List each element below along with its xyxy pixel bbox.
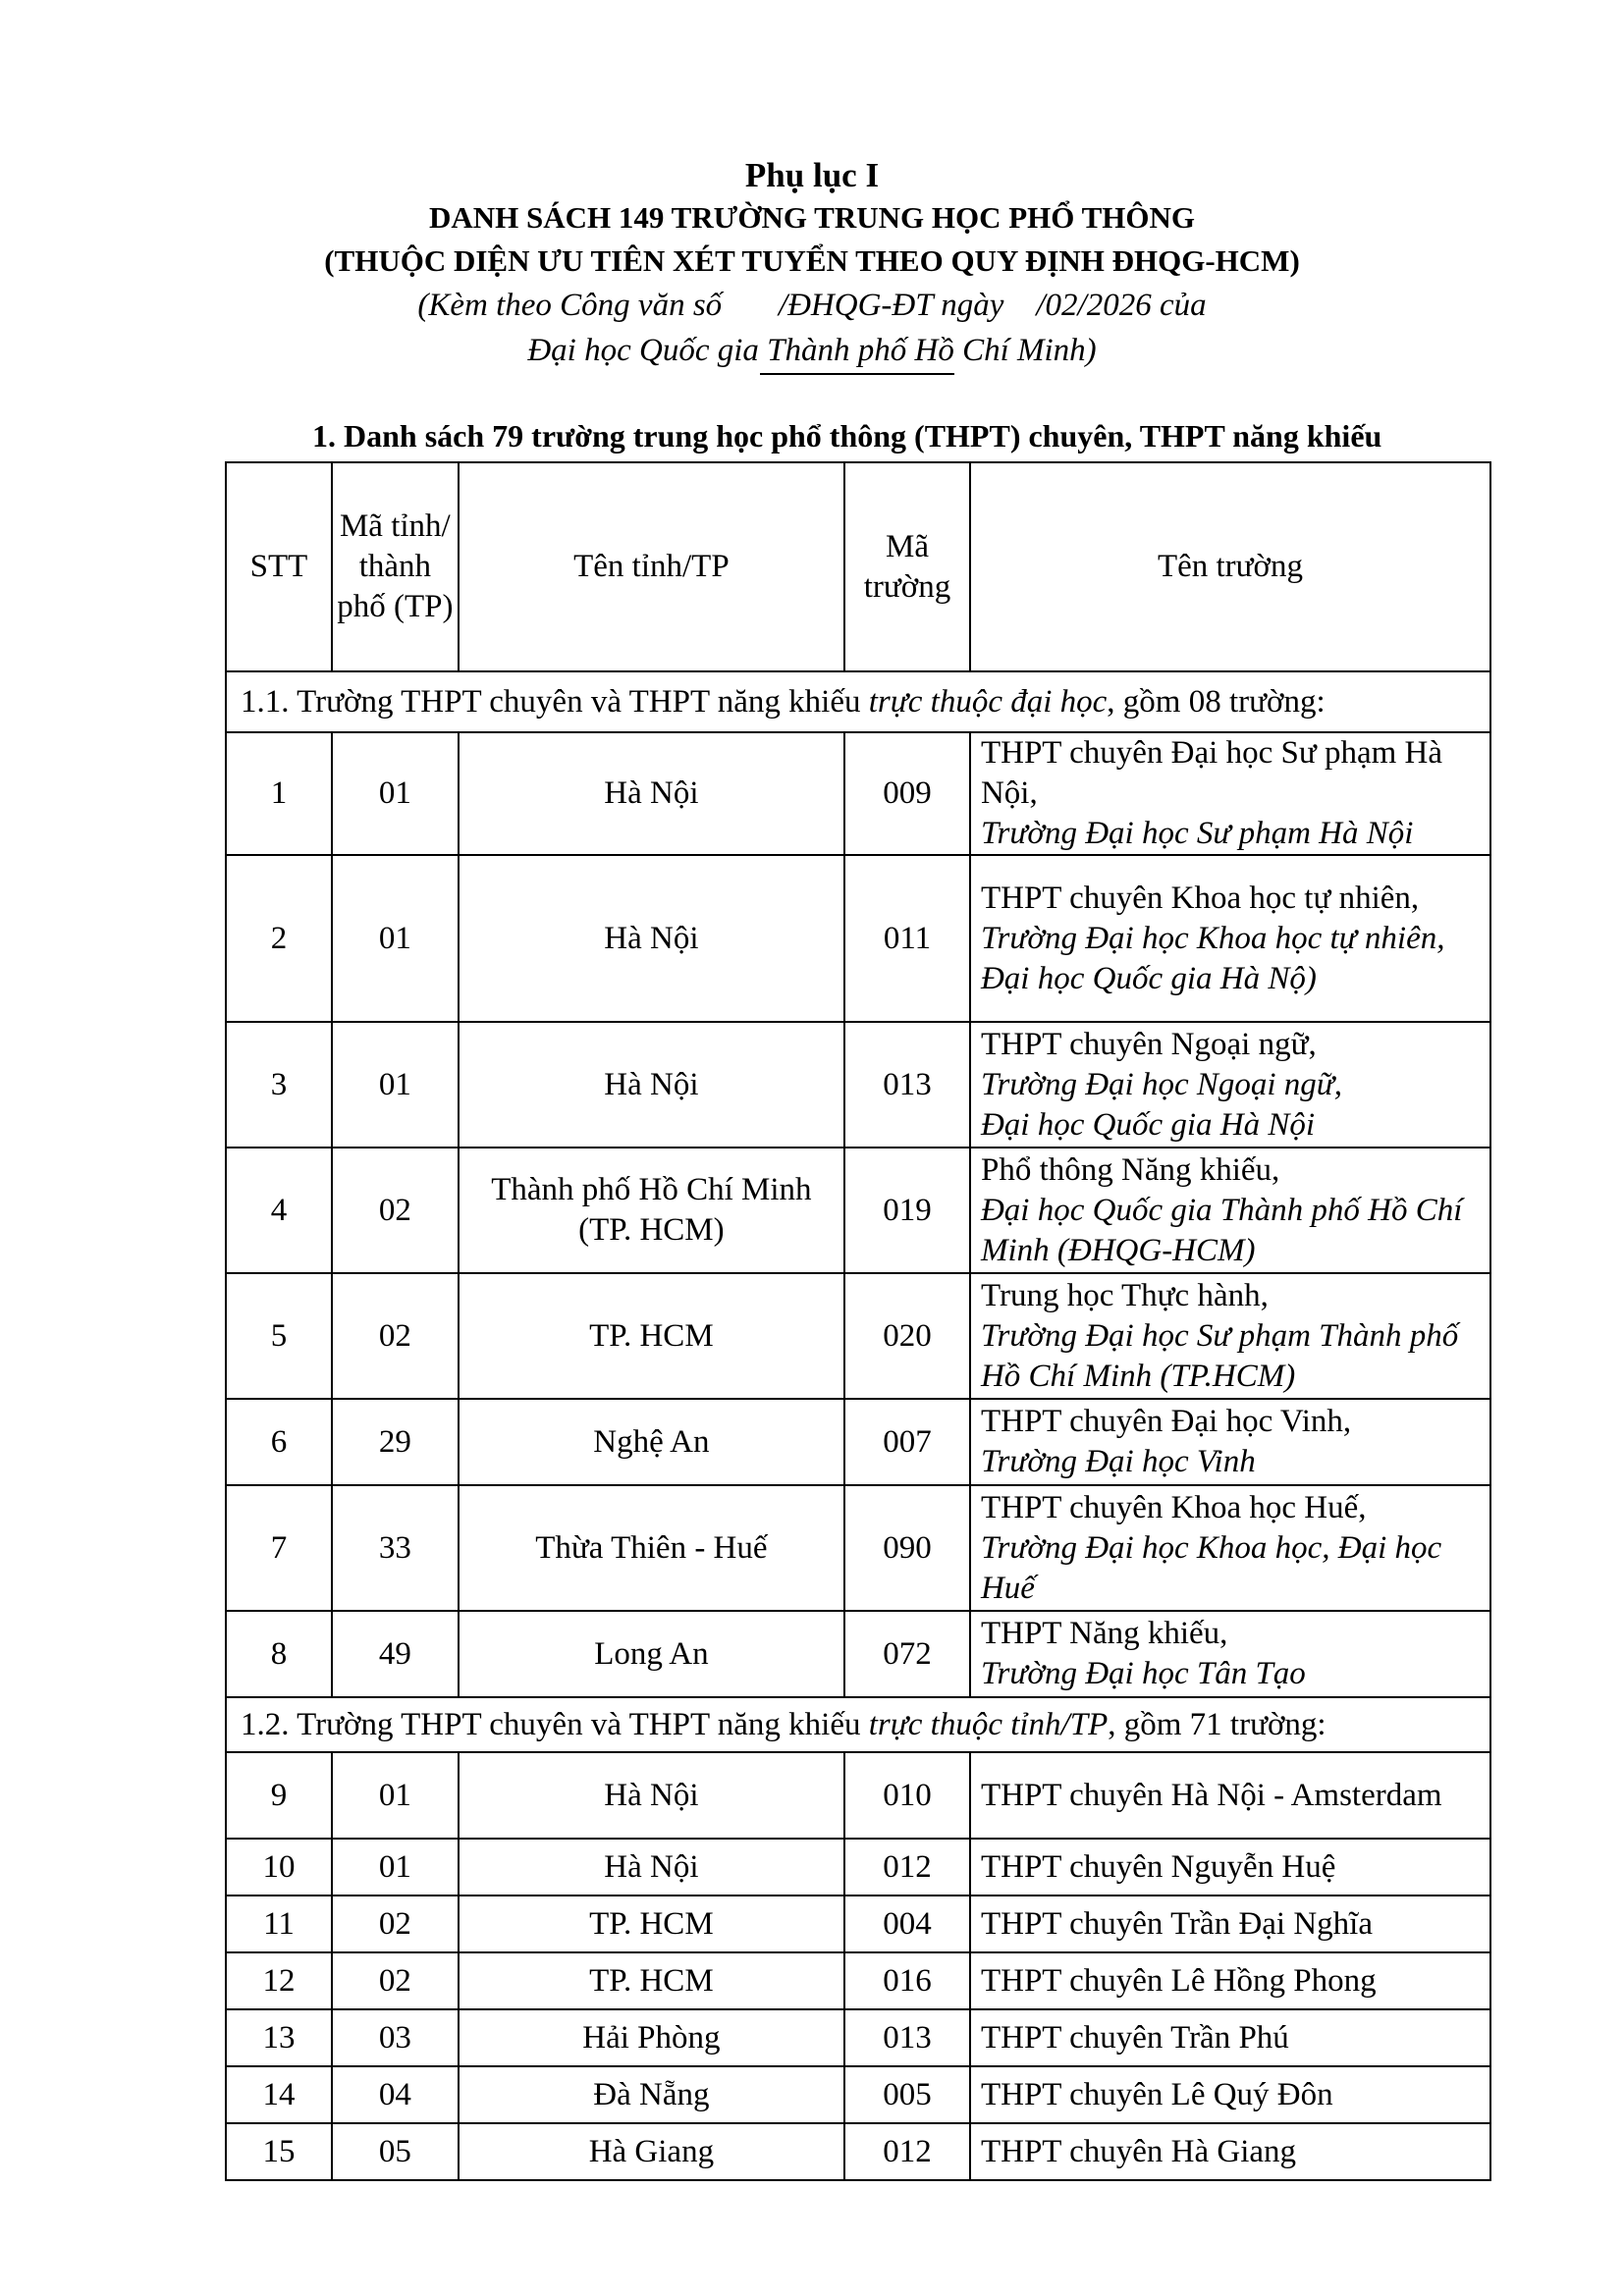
cell-stt: 1 (226, 732, 332, 855)
cell-stt: 15 (226, 2123, 332, 2180)
cell-school-name (970, 1896, 1490, 1952)
cell-province-code: 33 (332, 1485, 459, 1611)
cell-province-code: 03 (332, 2009, 459, 2066)
cell-province-name: Hà Nội (459, 1839, 844, 1896)
cell-province-name: TP. HCM (459, 1273, 844, 1399)
cell-school-code: 011 (844, 855, 970, 1022)
school-name: THPT chuyên Hà Nội - Amsterdam (980, 1777, 1442, 1813)
table-row (226, 855, 1490, 1022)
cell-school-code: 019 (844, 1148, 970, 1273)
document-header (0, 155, 1624, 375)
cell-school-code: 005 (844, 2066, 970, 2123)
table-row (226, 1952, 1490, 2009)
cell-stt: 12 (226, 1952, 332, 2009)
cell-school-code: 004 (844, 1896, 970, 1952)
cell-school-code: 010 (844, 1752, 970, 1839)
school-affiliation: Trường Đại học Sư phạm Thành phố Hồ Chí Minh (TP.HCM) (980, 1317, 1459, 1394)
cell-school-code: 012 (844, 2123, 970, 2180)
cell-school-code: 013 (844, 1022, 970, 1148)
cell-school-code: 012 (844, 1839, 970, 1896)
cell-stt: 14 (226, 2066, 332, 2123)
cell-province-code: 29 (332, 1399, 459, 1485)
table-row (226, 1399, 1490, 1485)
cell-stt: 8 (226, 1611, 332, 1697)
list-subtitle: (THUỘC DIỆN ƯU TIÊN XÉT TUYỂN THEO QUY ĐỊNH ĐHQG-HCM) (324, 243, 1300, 278)
cell-stt: 11 (226, 1896, 332, 1952)
cell-province-code: 01 (332, 1839, 459, 1896)
cell-school-name (970, 1485, 1490, 1611)
cell-province-name: Long An (459, 1611, 844, 1697)
cell-stt: 9 (226, 1752, 332, 1839)
cell-school-name (970, 1752, 1490, 1839)
table-row (226, 1485, 1490, 1611)
cell-school-code: 072 (844, 1611, 970, 1697)
school-affiliation: Trường Đại học Vinh (980, 1444, 1256, 1479)
group-heading-count: , gồm 08 trường: (1107, 683, 1326, 720)
school-affiliation-university: Đại học Quốc gia Hà Nội (980, 1106, 1316, 1143)
table-row (226, 2123, 1490, 2180)
school-name: THPT Năng khiếu, (980, 1616, 1228, 1651)
section-title: 1. Danh sách 79 trường trung học phổ thông (THPT) chuyên, THPT năng khiếu (312, 418, 1382, 454)
cell-province-name: Nghệ An (459, 1399, 844, 1485)
reference-line: (Kèm theo Công văn số /ĐHQG-ĐT ngày /02/2026 của (417, 288, 1207, 323)
table-row (226, 1752, 1490, 1839)
header-divider (760, 373, 954, 375)
cell-province-name: Hà Nội (459, 855, 844, 1022)
cell-province-name: TP. HCM (459, 1896, 844, 1952)
cell-province-name: TP. HCM (459, 1952, 844, 2009)
cell-school-code: 016 (844, 1952, 970, 2009)
cell-province-name: Đà Nẵng (459, 2066, 844, 2123)
cell-province-name: Thừa Thiên - Huế (459, 1485, 844, 1611)
cell-province-code: 49 (332, 1611, 459, 1697)
table-row (226, 1611, 1490, 1697)
cell-province-code: 01 (332, 1752, 459, 1839)
col-header-school-code: Mã trường (844, 462, 970, 671)
school-affiliation: Đại học Quốc gia Thành phố Hồ Chí Minh (ĐHQG-HCM) (980, 1192, 1463, 1268)
school-affiliation: Trường Đại học Tân Tạo (980, 1656, 1306, 1691)
school-name: THPT chuyên Khoa học Huế, (980, 1489, 1367, 1525)
appendix-title: Phụ lục I (744, 156, 880, 194)
cell-province-code: 02 (332, 1273, 459, 1399)
issuer-line: Đại học Quốc gia Thành phố Hồ Chí Minh) (527, 333, 1097, 368)
group-heading (226, 671, 1490, 732)
school-name: THPT chuyên Ngoại ngữ, (980, 1026, 1317, 1062)
cell-school-code: 020 (844, 1273, 970, 1399)
table-header-row (226, 462, 1490, 671)
table-row (226, 1839, 1490, 1896)
table-row (226, 732, 1490, 855)
group-heading-row (226, 671, 1490, 732)
school-name: Trung học Thực hành, (980, 1277, 1269, 1313)
school-name: THPT chuyên Hà Giang (980, 2133, 1297, 2169)
cell-province-code: 02 (332, 1148, 459, 1273)
cell-province-code: 02 (332, 1896, 459, 1952)
school-affiliation: Trường Đại học Khoa học, Đại học Huế (980, 1529, 1442, 1606)
cell-province-name: Hà Giang (459, 2123, 844, 2180)
table-row (226, 1896, 1490, 1952)
group-heading (226, 1697, 1490, 1752)
cell-school-name (970, 855, 1490, 1022)
school-affiliation: Trường Đại học Sư phạm Hà Nội (980, 816, 1414, 851)
cell-province-name: Hà Nội (459, 1022, 844, 1148)
cell-province-name: Hà Nội (459, 732, 844, 855)
cell-school-name (970, 1611, 1490, 1697)
table-row (226, 2066, 1490, 2123)
school-name: THPT chuyên Đại học Sư phạm Hà Nội, (980, 735, 1442, 811)
table-row (226, 2009, 1490, 2066)
table-row (226, 1273, 1490, 1399)
cell-stt: 13 (226, 2009, 332, 2066)
cell-school-name (970, 2009, 1490, 2066)
school-affiliation: Trường Đại học Khoa học tự nhiên, (980, 920, 1445, 956)
table-row (226, 1022, 1490, 1148)
cell-province-code: 02 (332, 1952, 459, 2009)
school-name: THPT chuyên Đại học Vinh, (980, 1404, 1352, 1439)
school-name: THPT chuyên Trần Đại Nghĩa (980, 1905, 1373, 1942)
col-header-province-code: Mã tỉnh/ thành phố (TP) (332, 462, 459, 671)
cell-province-code: 04 (332, 2066, 459, 2123)
school-name: THPT chuyên Lê Hồng Phong (980, 1962, 1377, 1999)
cell-school-name (970, 1022, 1490, 1148)
group-heading-row (226, 1697, 1490, 1752)
cell-school-code: 090 (844, 1485, 970, 1611)
cell-province-name: Hải Phòng (459, 2009, 844, 2066)
cell-school-name (970, 1839, 1490, 1896)
school-name: THPT chuyên Khoa học tự nhiên, (980, 880, 1420, 916)
col-header-stt: STT (226, 462, 332, 671)
cell-province-code: 01 (332, 855, 459, 1022)
cell-school-name (970, 1399, 1490, 1485)
col-header-school-name: Tên trường (970, 462, 1490, 671)
cell-school-name (970, 1148, 1490, 1273)
school-name: THPT chuyên Nguyễn Huệ (980, 1848, 1336, 1885)
cell-school-name (970, 732, 1490, 855)
cell-school-name (970, 1952, 1490, 2009)
group-heading-prefix: 1.1. Trường THPT chuyên và THPT năng khiếu (241, 683, 869, 720)
school-affiliation: Trường Đại học Ngoại ngữ, (980, 1066, 1343, 1102)
school-name: Phổ thông Năng khiếu, (980, 1151, 1280, 1188)
school-name: THPT chuyên Trần Phú (980, 2019, 1289, 2056)
group-heading-prefix: 1.2. Trường THPT chuyên và THPT năng khiếu (241, 1706, 869, 1742)
cell-province-code: 01 (332, 732, 459, 855)
group-heading-affiliation: trực thuộc đại học (868, 683, 1108, 720)
cell-school-code: 009 (844, 732, 970, 855)
list-title: DANH SÁCH 149 TRƯỜNG TRUNG HỌC PHỔ THÔNG (429, 200, 1195, 235)
schools-table (225, 461, 1491, 2181)
cell-stt: 2 (226, 855, 332, 1022)
cell-province-code: 05 (332, 2123, 459, 2180)
cell-province-code: 01 (332, 1022, 459, 1148)
cell-province-name: Hà Nội (459, 1752, 844, 1839)
cell-stt: 4 (226, 1148, 332, 1273)
group-heading-affiliation: trực thuộc tỉnh/TP (868, 1706, 1109, 1742)
cell-stt: 10 (226, 1839, 332, 1896)
cell-stt: 7 (226, 1485, 332, 1611)
cell-school-name (970, 2123, 1490, 2180)
cell-school-code: 013 (844, 2009, 970, 2066)
cell-stt: 3 (226, 1022, 332, 1148)
table-body (226, 671, 1490, 2180)
school-affiliation-university: Đại học Quốc gia Hà Nộ) (980, 960, 1317, 996)
cell-school-name (970, 1273, 1490, 1399)
col-header-province-name: Tên tỉnh/TP (459, 462, 844, 671)
cell-stt: 5 (226, 1273, 332, 1399)
cell-school-name (970, 2066, 1490, 2123)
table-row (226, 1148, 1490, 1273)
school-name: THPT chuyên Lê Quý Đôn (980, 2076, 1333, 2112)
cell-stt: 6 (226, 1399, 332, 1485)
cell-school-code: 007 (844, 1399, 970, 1485)
group-heading-count: , gồm 71 trường: (1108, 1706, 1326, 1742)
cell-province-name: Thành phố Hồ Chí Minh (TP. HCM) (459, 1148, 844, 1273)
